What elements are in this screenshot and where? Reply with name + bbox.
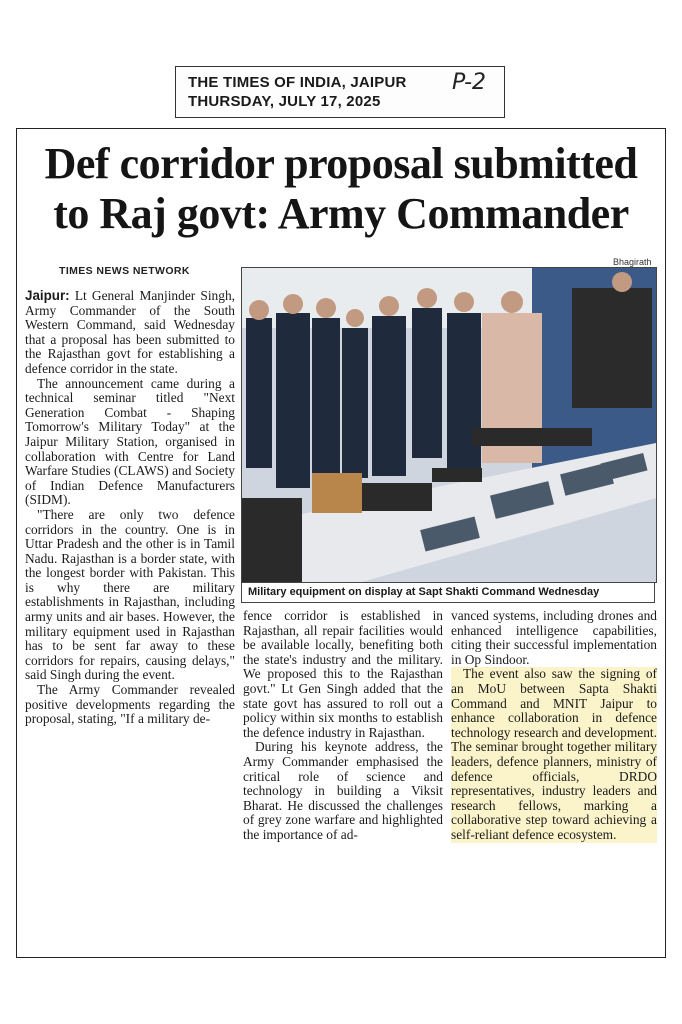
- news-clipping: [16, 128, 666, 958]
- paragraph: [25, 289, 235, 377]
- paragraph: During his keynote address, the Army Commander emphasised the critical role of science and technology in building a Viksit Bharat. He discussed the challenges of grey zone warfare and highlighted the importance of ad-: [243, 739, 443, 842]
- dateline: Jaipur:: [25, 288, 70, 303]
- paragraph-text: Lt General Manjinder Singh, Army Commander of the South Western Command, said Wednesday that a proposal has been submitted to the Rajasthan govt for establishing a defence corridor in the state.: [25, 288, 235, 376]
- news-photo: [241, 267, 657, 583]
- paragraph: The Army Commander revealed positive developments regarding the proposal, stating, "If a military de-: [25, 682, 235, 727]
- headline-line-1: Def corridor proposal submitted: [44, 139, 638, 188]
- paragraph: "There are only two defence corridors in the country. One is in Uttar Pradesh and the other is in Tamil Nadu. Rajasthan is a border state, with the longest border with Pakistan. This is why there are military establishments in Rajasthan, including army units and air bases. However, the military equipment used in Rajasthan has to be sent far away to these corridors for repairs, causing delays," said Singh during the event.: [25, 506, 235, 683]
- photo-illustration: [242, 268, 656, 582]
- highlighted-paragraph: The event also saw the signing of an MoU between Sapta Shakti Command and MNIT Jaipur to enhance collaboration in defence technology research and development. The seminar brought together military leaders, defence planners, ministry of defence officials, DRDO representatives, industry leaders and research fellows, marking a collaborative step toward achieving a self-reliant defence ecosystem.: [451, 666, 657, 842]
- masthead-date: THURSDAY, JULY 17, 2025: [188, 93, 381, 110]
- photo-caption: Military equipment on display at Sapt Shakti Command Wednesday: [241, 583, 655, 603]
- handwritten-page-mark: P-2: [452, 70, 486, 95]
- paragraph: vanced systems, including drones and enhanced intelligence capabilities, citing their successful implementation in Op Sindoor.: [451, 608, 657, 667]
- paragraph: fence corridor is established in Rajasthan, all repair facilities would be available locally, benefiting both the state's industry and the military. We proposed this to the Rajasthan govt." Lt Gen Singh added that the state govt has assured to roll out a policy within six months to establish the defence industry in Rajasthan.: [243, 608, 443, 740]
- byline: TIMES NEWS NETWORK: [59, 265, 190, 277]
- article-column-2: [243, 609, 443, 843]
- article-column-3: [451, 609, 657, 843]
- article-column-1: [25, 289, 235, 727]
- paragraph: The announcement came during a technical seminar titled "Next Generation Combat - Shaping Tomorrow's Military Today" at the Jaipur Military Station, organised in collaboration with Centre for Land Warfare Studies (CLAWS) and Society of Indian Defence Manufacturers (SIDM).: [25, 375, 235, 508]
- headline: [25, 139, 657, 239]
- headline-line-2: to Raj govt: Army Commander: [53, 189, 629, 238]
- photo-credit: Bhagirath: [613, 257, 652, 267]
- masthead-paper-name: THE TIMES OF INDIA, JAIPUR: [188, 74, 407, 91]
